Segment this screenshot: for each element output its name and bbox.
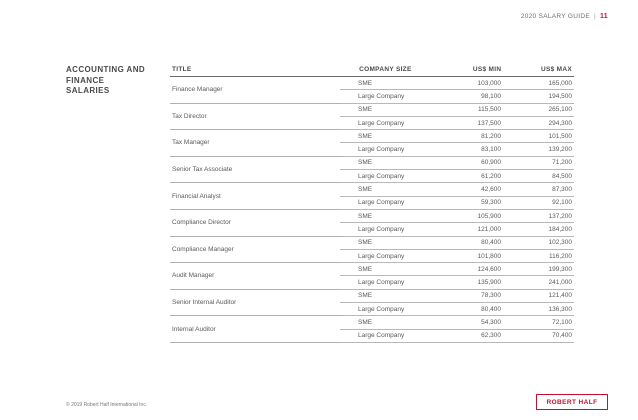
header-separator: | (594, 13, 596, 20)
min-salary-cell: 137,500 (477, 119, 501, 127)
max-salary-cell: 92,100 (552, 199, 572, 207)
max-salary-cell: 199,300 (548, 265, 572, 273)
job-title-cell: Compliance Director (170, 210, 340, 237)
job-group (170, 210, 574, 237)
table-body (170, 77, 574, 343)
column-header-company-size: COMPANY SIZE (359, 65, 412, 73)
min-salary-cell: 115,500 (477, 106, 501, 114)
max-salary-cell: 184,200 (548, 225, 572, 233)
company-size-cell: Large Company (358, 252, 405, 260)
table-header (170, 62, 574, 77)
table-row (340, 130, 574, 143)
page-number: 11 (600, 13, 608, 20)
table-row (340, 250, 574, 263)
job-rows (340, 237, 574, 264)
min-salary-cell: 105,900 (477, 212, 501, 220)
max-salary-cell: 116,200 (548, 252, 572, 260)
min-salary-cell: 121,000 (477, 225, 501, 233)
company-size-cell: SME (358, 159, 373, 167)
company-size-cell: Large Company (358, 146, 405, 154)
company-size-cell: SME (358, 186, 373, 194)
table-row (340, 143, 574, 156)
job-rows (340, 157, 574, 184)
table-row (340, 316, 574, 329)
company-size-cell: SME (358, 79, 373, 87)
min-salary-cell: 78,300 (481, 292, 501, 300)
min-salary-cell: 54,300 (481, 318, 501, 326)
table-row (340, 223, 574, 236)
company-size-cell: SME (358, 132, 373, 140)
max-salary-cell: 72,100 (552, 318, 572, 326)
section-title: ACCOUNTING AND FINANCE SALARIES (66, 65, 146, 95)
job-rows (340, 210, 574, 237)
min-salary-cell: 124,600 (477, 265, 501, 273)
job-group (170, 130, 574, 157)
job-title-cell: Internal Auditor (170, 316, 340, 343)
job-group (170, 77, 574, 104)
company-size-cell: SME (358, 265, 373, 273)
max-salary-cell: 194,500 (548, 92, 572, 100)
min-salary-cell: 103,000 (477, 79, 501, 87)
max-salary-cell: 71,200 (552, 159, 572, 167)
company-size-cell: Large Company (358, 172, 405, 180)
max-salary-cell: 101,500 (548, 132, 572, 140)
table-row (340, 303, 574, 316)
company-size-cell: SME (358, 292, 373, 300)
company-size-cell: SME (358, 239, 373, 247)
table-row (340, 276, 574, 289)
job-title-cell: Senior Internal Auditor (170, 290, 340, 317)
company-size-cell: Large Company (358, 279, 405, 287)
company-size-cell: Large Company (358, 225, 405, 233)
min-salary-cell: 61,200 (481, 172, 501, 180)
company-size-cell: Large Company (358, 92, 405, 100)
table-row (340, 183, 574, 196)
min-salary-cell: 135,900 (477, 279, 501, 287)
job-group (170, 104, 574, 131)
column-header-title: TITLE (172, 65, 192, 73)
job-rows (340, 316, 574, 343)
max-salary-cell: 102,300 (548, 239, 572, 247)
table-row (340, 157, 574, 170)
job-title-cell: Finance Manager (170, 77, 340, 104)
job-rows (340, 104, 574, 131)
table-row (340, 330, 574, 343)
company-size-cell: Large Company (358, 305, 405, 313)
company-size-cell: Large Company (358, 119, 405, 127)
job-group (170, 183, 574, 210)
job-group (170, 157, 574, 184)
max-salary-cell: 241,000 (548, 279, 572, 287)
company-size-cell: Large Company (358, 332, 405, 340)
job-rows (340, 290, 574, 317)
column-header-max: US$ MAX (541, 65, 572, 73)
job-group (170, 316, 574, 343)
brand-logo-text: ROBERT HALF (546, 398, 598, 406)
company-size-cell: Large Company (358, 199, 405, 207)
table-row (340, 237, 574, 250)
job-rows (340, 263, 574, 290)
max-salary-cell: 70,400 (552, 332, 572, 340)
table-row (340, 170, 574, 183)
max-salary-cell: 137,200 (548, 212, 572, 220)
table-row (340, 197, 574, 210)
min-salary-cell: 101,800 (477, 252, 501, 260)
company-size-cell: SME (358, 212, 373, 220)
company-size-cell: SME (358, 106, 373, 114)
min-salary-cell: 81,200 (481, 132, 501, 140)
job-title-cell: Tax Director (170, 104, 340, 131)
job-rows (340, 77, 574, 104)
job-rows (340, 130, 574, 157)
max-salary-cell: 139,200 (548, 146, 572, 154)
copyright-notice: © 2019 Robert Half International Inc. (66, 402, 148, 408)
page-header (521, 13, 608, 20)
min-salary-cell: 42,600 (481, 186, 501, 194)
min-salary-cell: 62,300 (481, 332, 501, 340)
max-salary-cell: 165,000 (548, 79, 572, 87)
max-salary-cell: 87,300 (552, 186, 572, 194)
max-salary-cell: 294,300 (548, 119, 572, 127)
table-row (340, 77, 574, 90)
salary-table (170, 62, 574, 343)
brand-logo (536, 394, 608, 410)
min-salary-cell: 59,300 (481, 199, 501, 207)
max-salary-cell: 121,400 (548, 292, 572, 300)
job-title-cell: Compliance Manager (170, 237, 340, 264)
guide-title: 2020 SALARY GUIDE (520, 13, 590, 20)
table-row (340, 263, 574, 276)
job-title-cell: Senior Tax Associate (170, 157, 340, 184)
max-salary-cell: 265,100 (548, 106, 572, 114)
min-salary-cell: 98,100 (481, 92, 501, 100)
job-title-cell: Financial Analyst (170, 183, 340, 210)
job-rows (340, 183, 574, 210)
table-row (340, 290, 574, 303)
table-row (340, 210, 574, 223)
job-group (170, 290, 574, 317)
table-row (340, 117, 574, 130)
min-salary-cell: 60,900 (481, 159, 501, 167)
company-size-cell: SME (358, 318, 373, 326)
min-salary-cell: 80,400 (481, 239, 501, 247)
job-title-cell: Tax Manager (170, 130, 340, 157)
max-salary-cell: 84,500 (552, 172, 572, 180)
min-salary-cell: 83,100 (481, 146, 501, 154)
job-group (170, 237, 574, 264)
column-header-min: US$ MIN (472, 65, 502, 73)
min-salary-cell: 80,400 (481, 305, 501, 313)
table-row (340, 90, 574, 103)
job-title-cell: Audit Manager (170, 263, 340, 290)
job-group (170, 263, 574, 290)
table-row (340, 104, 574, 117)
max-salary-cell: 136,300 (548, 305, 572, 313)
